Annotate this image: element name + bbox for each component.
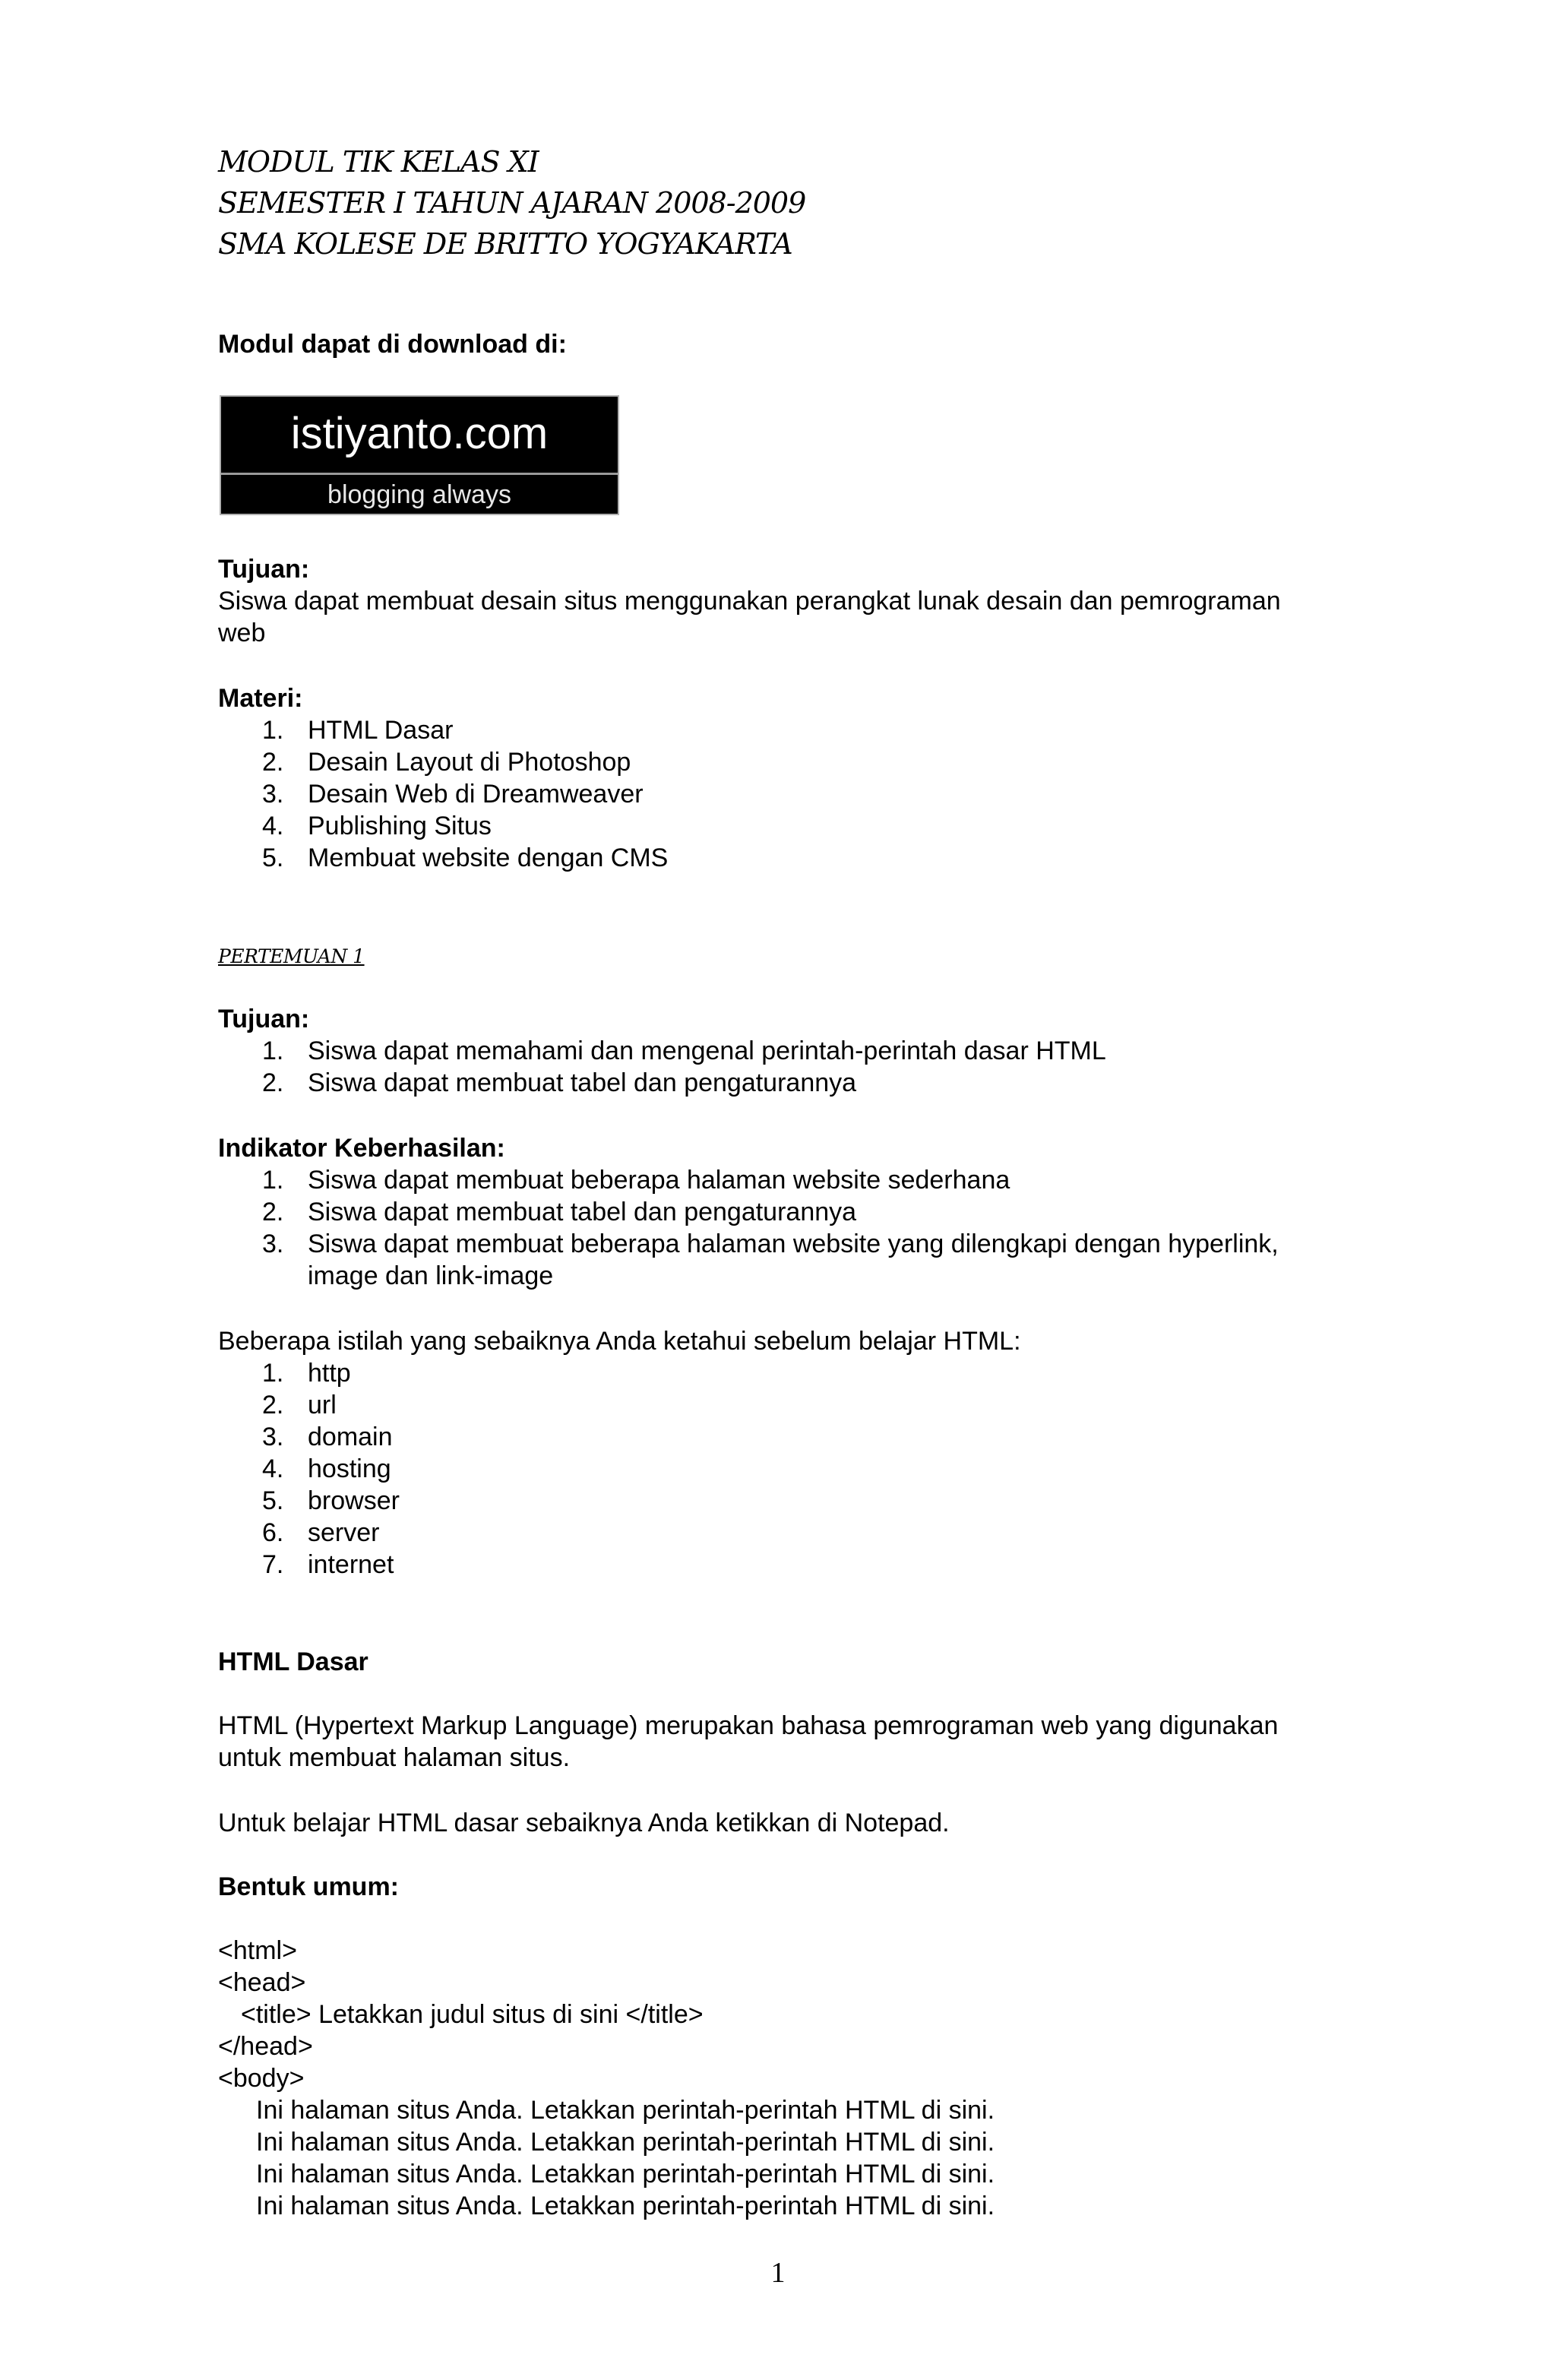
list-item: 1. HTML Dasar (262, 716, 454, 745)
indikator-heading: Indikator Keberhasilan: (218, 1134, 505, 1163)
list-item: 2. url (262, 1391, 337, 1419)
list-item: 7. internet (262, 1550, 394, 1579)
code-line: </head> (218, 2032, 313, 2061)
code-line: <html> (218, 1936, 297, 1965)
tujuan-text-line2: web (218, 619, 266, 647)
page-number: 1 (770, 2257, 786, 2289)
html-dasar-para1-line1: HTML (Hypertext Markup Language) merupakan bahasa pemrograman web yang digunakan (218, 1711, 1279, 1740)
list-item: 1. Siswa dapat memahami dan mengenal perintah-perintah dasar HTML (262, 1037, 1106, 1065)
header-title-line2: SEMESTER I TAHUN AJARAN 2008-2009 (218, 186, 806, 220)
list-item: 2. Siswa dapat membuat tabel dan pengaturannya (262, 1068, 857, 1097)
code-line: Ini halaman situs Anda. Letakkan perintah-perintah HTML di sini. (256, 2160, 995, 2189)
list-item: 4. hosting (262, 1454, 391, 1483)
list-item: 3. domain (262, 1423, 393, 1451)
list-item: 1. http (262, 1359, 351, 1388)
html-dasar-para1-line2: untuk membuat halaman situs. (218, 1743, 571, 1772)
code-line: Ini halaman situs Anda. Letakkan perintah-perintah HTML di sini. (256, 2192, 995, 2220)
code-line: <head> (218, 1968, 306, 1997)
logo-divider (221, 473, 618, 475)
list-item: 6. server (262, 1518, 380, 1547)
header-title-line3: SMA KOLESE DE BRITTO YOGYAKARTA (218, 227, 792, 261)
logo-tagline: blogging always (327, 480, 511, 509)
code-line: <body> (218, 2064, 305, 2093)
tujuan-text-line1: Siswa dapat membuat desain situs menggunakan perangkat lunak desain dan pemrograman (218, 587, 1281, 616)
list-item: 5. browser (262, 1486, 400, 1515)
html-dasar-heading: HTML Dasar (218, 1647, 368, 1676)
list-item: 4. Publishing Situs (262, 812, 492, 840)
istilah-intro: Beberapa istilah yang sebaiknya Anda ketahui sebelum belajar HTML: (218, 1327, 1021, 1356)
list-item: 2. Siswa dapat membuat tabel dan pengaturannya (262, 1198, 857, 1226)
list-item: 3. Desain Web di Dreamweaver (262, 780, 644, 809)
code-line: Ini halaman situs Anda. Letakkan perintah-perintah HTML di sini. (256, 2128, 995, 2157)
materi-heading: Materi: (218, 684, 303, 713)
tujuan-heading: Tujuan: (218, 555, 310, 584)
code-line: Ini halaman situs Anda. Letakkan perintah-perintah HTML di sini. (256, 2096, 995, 2125)
code-line: <title> Letakkan judul situs di sini </title> (241, 2000, 704, 2029)
header-title-line1: MODUL TIK KELAS XI (218, 145, 539, 179)
bentuk-umum-heading: Bentuk umum: (218, 1872, 399, 1901)
pertemuan-heading: PERTEMUAN 1 (218, 945, 365, 967)
download-label: Modul dapat di download di: (218, 330, 567, 359)
html-dasar-para2: Untuk belajar HTML dasar sebaiknya Anda ketikkan di Notepad. (218, 1809, 950, 1837)
tujuan-pertemuan-heading: Tujuan: (218, 1005, 310, 1033)
list-item: 5. Membuat website dengan CMS (262, 843, 669, 872)
list-item: 1. Siswa dapat membuat beberapa halaman website sederhana (262, 1166, 1010, 1195)
list-item: 2. Desain Layout di Photoshop (262, 748, 631, 777)
logo-title: istiyanto.com (290, 409, 549, 458)
list-item: 3. Siswa dapat membuat beberapa halaman website yang dilengkapi dengan hyperlink, image dan link-image (262, 1230, 1279, 1290)
istiyanto-logo (220, 395, 619, 515)
list-item-continuation: image dan link-image (308, 1261, 554, 1290)
